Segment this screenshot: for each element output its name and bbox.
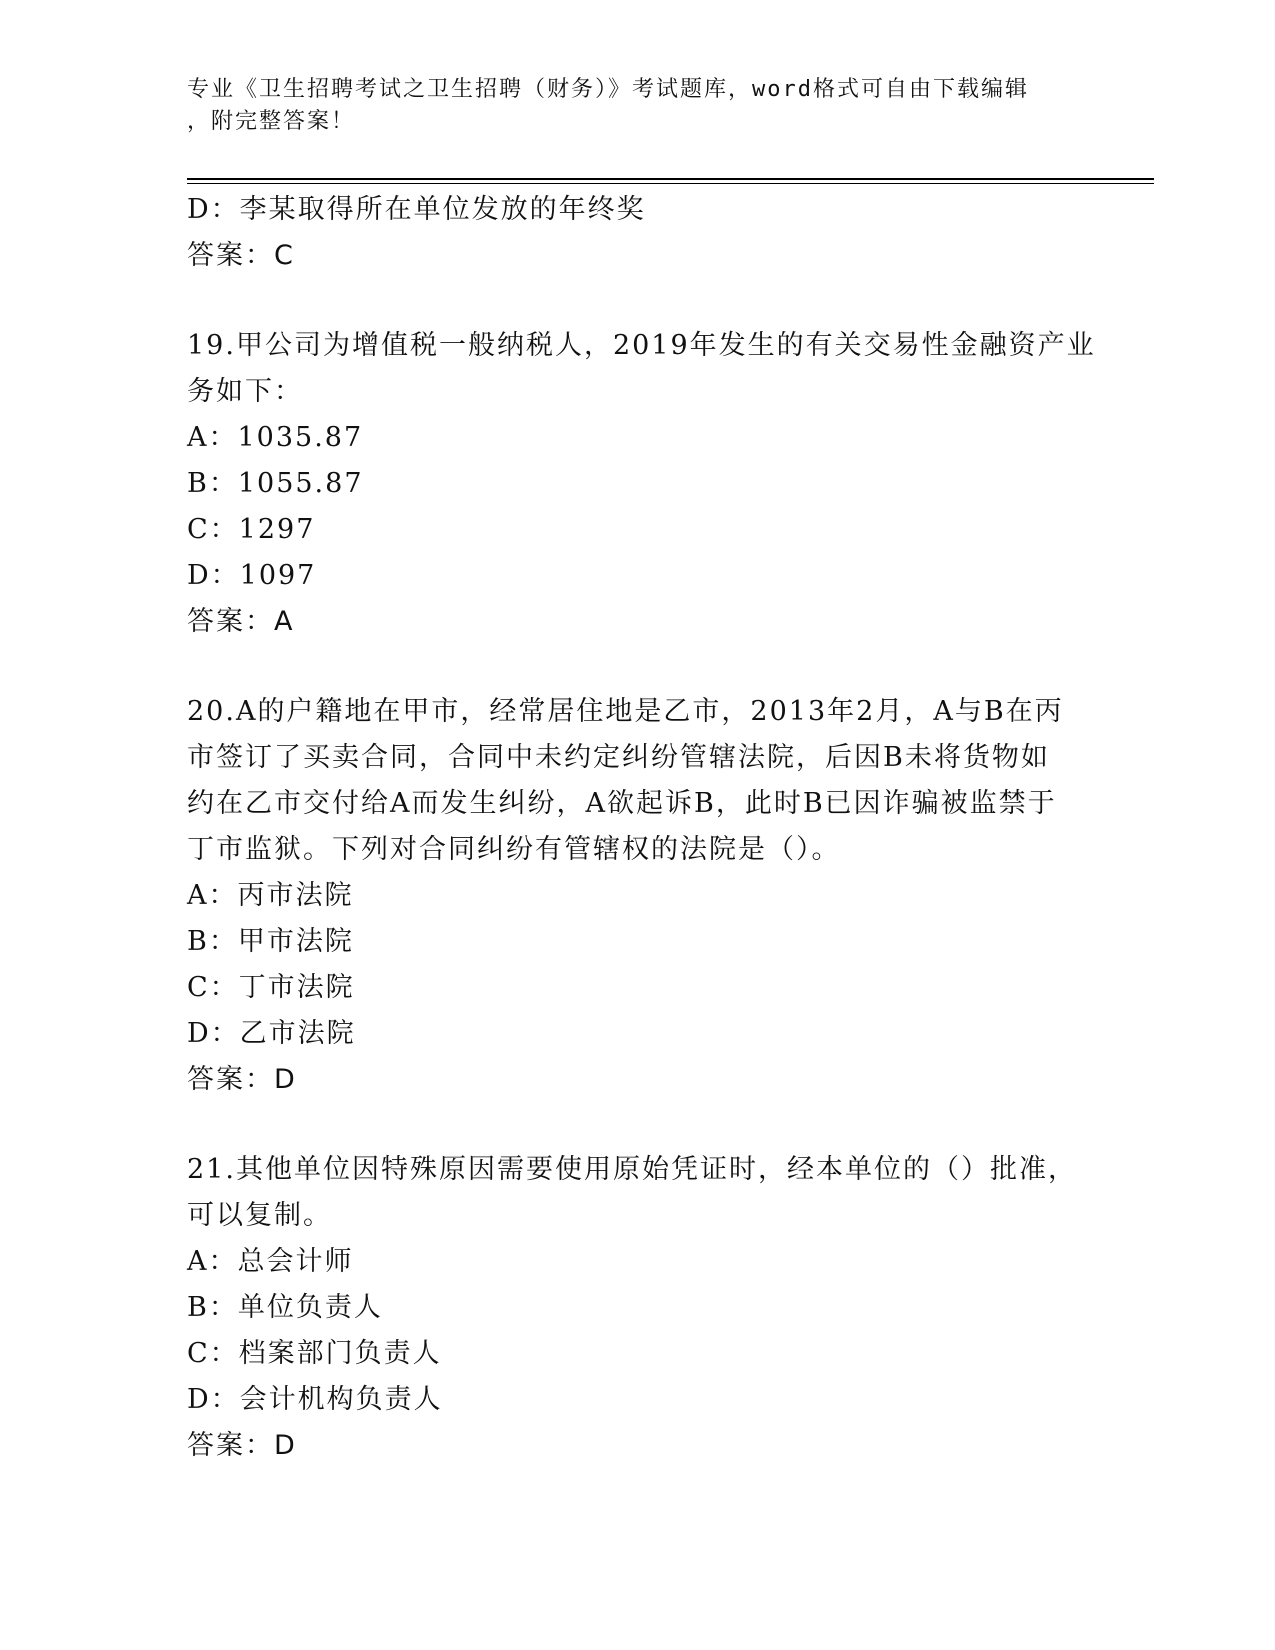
- question-stem-line-1: 21.其他单位因特殊原因需要使用原始凭证时，经本单位的（）批准，: [187, 1154, 1077, 1185]
- option-c: C：1297: [187, 514, 316, 545]
- answer: 答案：D: [187, 1430, 297, 1461]
- header-divider-thick: [187, 178, 1154, 180]
- question-19: [187, 323, 1107, 645]
- header-divider-thin: [187, 183, 1154, 184]
- question-stem-line-2: 务如下：: [187, 376, 303, 407]
- question-list: [187, 187, 1107, 1469]
- question-gap: [187, 279, 1107, 323]
- question-stem-line-2: 市签订了买卖合同，合同中未约定纠纷管辖法院，后因B未将货物如: [187, 742, 1050, 773]
- question-stem-line-3: 约在乙市交付给A而发生纠纷，A欲起诉B，此时B已因诈骗被监禁于: [187, 788, 1057, 819]
- option-b: B：甲市法院: [187, 926, 354, 957]
- question-20: [187, 689, 1107, 1103]
- answer: 答案：D: [187, 1064, 297, 1095]
- option-d: D：会计机构负责人: [187, 1384, 443, 1415]
- option-c: C：丁市法院: [187, 972, 355, 1003]
- option-d: D：李某取得所在单位发放的年终奖: [187, 194, 646, 225]
- answer: 答案：A: [187, 606, 295, 637]
- option-d: D：1097: [187, 560, 317, 591]
- question-stem-line-4: 丁市监狱。下列对合同纠纷有管辖权的法院是（）。: [187, 834, 841, 865]
- option-c: C：档案部门负责人: [187, 1338, 442, 1369]
- document-header: [187, 74, 1067, 138]
- header-text-line-1: 专业《卫生招聘考试之卫生招聘（财务）》考试题库，word格式可自由下载编辑: [187, 77, 1029, 102]
- option-b: B：单位负责人: [187, 1292, 383, 1323]
- question-stem-line-1: 19.甲公司为增值税一般纳税人，2019年发生的有关交易性金融资产业: [187, 330, 1096, 361]
- question-21: [187, 1147, 1107, 1469]
- option-b: B：1055.87: [187, 468, 364, 499]
- option-a: A：1035.87: [187, 422, 364, 453]
- question-18-tail: [187, 187, 1107, 279]
- question-stem-line-1: 20.A的户籍地在甲市，经常居住地是乙市，2013年2月，A与B在丙: [187, 696, 1064, 727]
- question-stem-line-2: 可以复制。: [187, 1200, 332, 1231]
- option-d: D：乙市法院: [187, 1018, 356, 1049]
- question-gap: [187, 645, 1107, 689]
- option-a: A：总会计师: [187, 1246, 354, 1277]
- answer: 答案：C: [187, 240, 295, 271]
- header-text-line-2: ，附完整答案！: [187, 109, 356, 134]
- question-gap: [187, 1103, 1107, 1147]
- option-a: A：丙市法院: [187, 880, 354, 911]
